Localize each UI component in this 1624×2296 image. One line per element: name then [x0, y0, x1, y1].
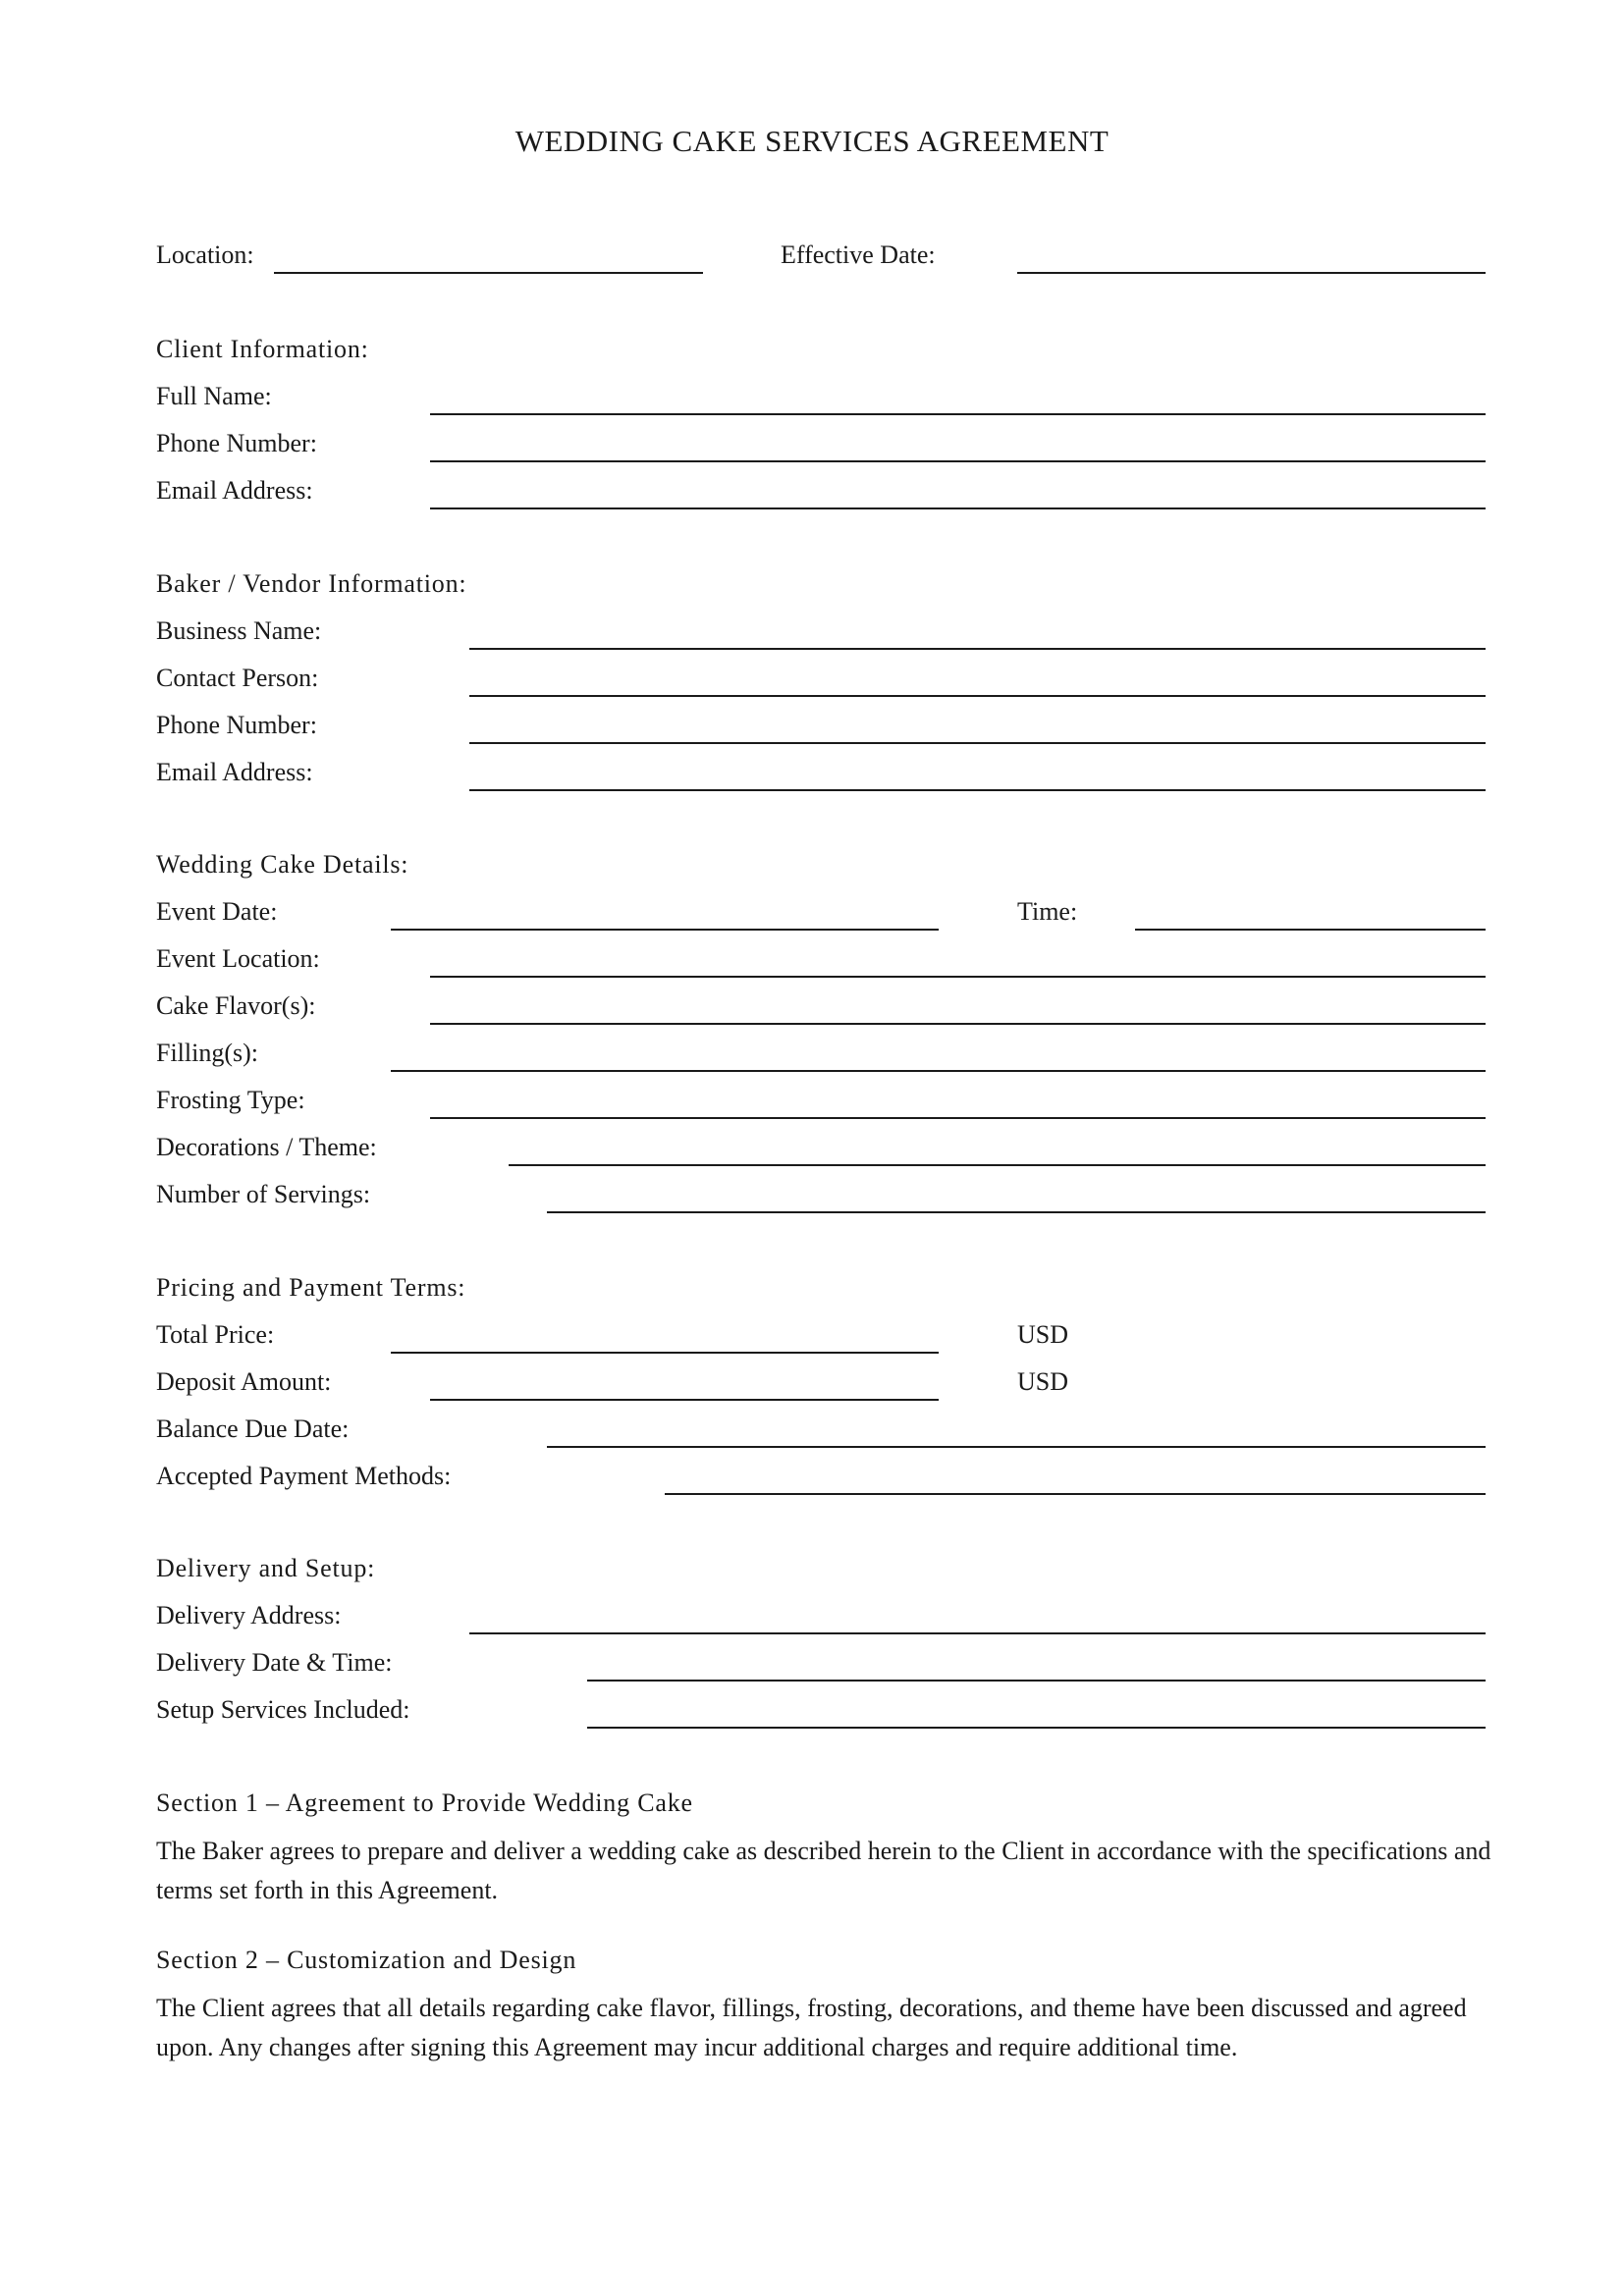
event-date-field[interactable] — [391, 929, 939, 931]
deposit-amount-field[interactable] — [430, 1399, 939, 1401]
client-full-name-field[interactable] — [430, 413, 1486, 415]
event-location-field[interactable] — [430, 976, 1486, 978]
effective-date-label: Effective Date: — [781, 240, 936, 269]
frosting-type-label: Frosting Type: — [156, 1086, 305, 1114]
setup-services-label: Setup Services Included: — [156, 1695, 410, 1724]
effective-date-field[interactable] — [1017, 272, 1486, 274]
balance-due-date-field[interactable] — [547, 1446, 1486, 1448]
payment-methods-label: Accepted Payment Methods: — [156, 1462, 452, 1490]
balance-due-date-label: Balance Due Date: — [156, 1415, 350, 1443]
client-email-label: Email Address: — [156, 476, 313, 505]
total-price-field[interactable] — [391, 1352, 939, 1354]
baker-contact-person-field[interactable] — [469, 695, 1486, 697]
baker-business-name-label: Business Name: — [156, 616, 322, 645]
baker-email-field[interactable] — [469, 789, 1486, 791]
baker-phone-field[interactable] — [469, 742, 1486, 744]
baker-business-name-field[interactable] — [469, 648, 1486, 650]
section-2-body: The Client agrees that all details regarding cake flavor, fillings, frosting, decorations, and theme have been discussed and agreed upon. Any changes after signing this Agreement may incur additional charges and require additional time. — [156, 1994, 1467, 2061]
cake-flavor-field[interactable] — [430, 1023, 1486, 1025]
event-time-label: Time: — [1017, 897, 1078, 926]
delivery-address-field[interactable] — [469, 1632, 1486, 1634]
filling-field[interactable] — [391, 1070, 1486, 1072]
decorations-label: Decorations / Theme: — [156, 1133, 377, 1161]
event-time-field[interactable] — [1135, 929, 1486, 931]
decorations-field[interactable] — [509, 1164, 1486, 1166]
client-info-heading: Client Information: — [156, 335, 369, 363]
total-price-currency: USD — [1017, 1320, 1069, 1349]
event-date-label: Event Date: — [156, 897, 278, 926]
delivery-date-time-label: Delivery Date & Time: — [156, 1648, 393, 1677]
baker-phone-label: Phone Number: — [156, 711, 317, 739]
filling-label: Filling(s): — [156, 1039, 259, 1067]
client-phone-label: Phone Number: — [156, 429, 317, 457]
servings-label: Number of Servings: — [156, 1180, 371, 1208]
baker-info-heading: Baker / Vendor Information: — [156, 569, 467, 598]
event-location-label: Event Location: — [156, 944, 320, 973]
deposit-amount-label: Deposit Amount: — [156, 1367, 332, 1396]
section-1-heading: Section 1 – Agreement to Provide Wedding Cake — [156, 1789, 693, 1817]
payment-methods-field[interactable] — [665, 1493, 1486, 1495]
section-1-body: The Baker agrees to prepare and deliver a wedding cake as described herein to the Client in accordance with the specifications and terms set forth in this Agreement. — [156, 1837, 1491, 1904]
cake-flavor-label: Cake Flavor(s): — [156, 991, 316, 1020]
client-phone-field[interactable] — [430, 460, 1486, 462]
frosting-type-field[interactable] — [430, 1117, 1486, 1119]
section-2-heading: Section 2 – Customization and Design — [156, 1946, 577, 1974]
delivery-date-time-field[interactable] — [587, 1680, 1486, 1682]
delivery-address-label: Delivery Address: — [156, 1601, 342, 1629]
client-full-name-label: Full Name: — [156, 382, 272, 410]
deposit-currency: USD — [1017, 1367, 1069, 1396]
servings-field[interactable] — [547, 1211, 1486, 1213]
pricing-heading: Pricing and Payment Terms: — [156, 1273, 466, 1302]
cake-details-heading: Wedding Cake Details: — [156, 850, 409, 879]
document-title: WEDDING CAKE SERVICES AGREEMENT — [514, 124, 1110, 158]
baker-email-label: Email Address: — [156, 758, 313, 786]
delivery-heading: Delivery and Setup: — [156, 1554, 376, 1582]
client-email-field[interactable] — [430, 507, 1486, 509]
location-field[interactable] — [274, 272, 703, 274]
baker-contact-person-label: Contact Person: — [156, 664, 319, 692]
total-price-label: Total Price: — [156, 1320, 275, 1349]
setup-services-field[interactable] — [587, 1727, 1486, 1729]
location-label: Location: — [156, 240, 254, 269]
